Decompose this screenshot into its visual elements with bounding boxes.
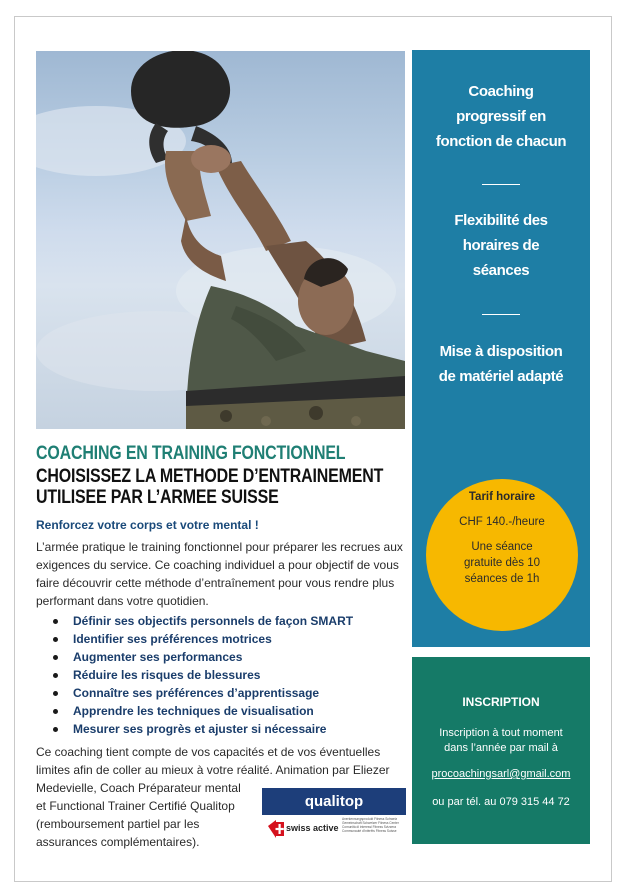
closing-line: assurances complémentaires). [36,835,200,849]
closing-line: et Functional Trainer Certifié Qualitop [36,799,235,813]
intro-paragraph: L’armée pratique le training fonctionnel pour préparer les recrues aux exigences du service. Ce coaching individuel a pour objectif de vous faire découvrir cette méthode d’entraînement pour vous rendre plus performant dans votre quotidien. [36,540,403,608]
page-title: COACHING EN TRAINING FONCTIONNEL [36,443,346,464]
swiss-cross-icon [266,818,286,840]
pricing-offer: Une séance gratuite dès 10 séances de 1h [463,541,541,585]
subtitle-line: UTILISEE PAR L’ARMEE SUISSE [36,487,279,508]
qualitop-logo [262,788,406,845]
feature-line: progressif en [456,108,546,125]
swiss-active-label: swiss active [286,823,339,833]
closing-line: limites afin de coller au mieux à votre réalité. Animation par Eliezer [36,763,390,777]
registration-phone: ou par tél. au 079 315 44 72 [432,796,570,808]
registration-title: INSCRIPTION [462,695,540,709]
logo-fine-line: Comunità di interessi Fitness Svizzera [342,825,397,829]
subtitle-line: CHOISISSEZ LA METHODE D’ENTRAINEMENT [36,466,384,487]
list-item: Connaître ses préférences d’apprentissage [50,684,353,702]
hero-photo [36,51,405,429]
list-item: Réduire les risques de blessures [50,666,353,684]
list-item: Définir ses objectifs personnels de façon SMART [50,612,353,630]
list-item: Mesurer ses progrès et ajuster si nécessaire [50,720,353,738]
feature-divider [482,314,520,315]
feature-line: séances [472,262,530,279]
athlete-kettlebell-illustration [36,51,405,429]
pricing-title: Tarif horaire [468,491,536,503]
feature-flexibility [412,208,590,283]
page-subtitle [36,466,422,508]
list-item: Augmenter ses performances [50,648,353,666]
pricing-price: CHF 140.-/heure [459,516,545,528]
logo-fine-line: Gemeinschaft Schweizer Fitness Center [342,821,399,825]
registration-panel [412,657,590,844]
logo-fine-line: Anerkennungsprodukt Fitness Schweiz [342,817,398,821]
registration-email-link[interactable]: procoachingsarl@gmail.com [431,768,571,780]
feature-line: fonction de chacun [435,133,567,150]
logo-fine-print [342,817,404,833]
list-item: Identifier ses préférences motrices [50,630,353,648]
feature-divider [482,184,520,185]
feature-line: horaires de [462,237,540,254]
feature-equipment [412,339,590,389]
qualitop-brand: qualitop [262,788,406,815]
tagline: Renforcez votre corps et votre mental ! [36,518,259,532]
closing-line: Medevielle, Coach Préparateur mental [36,781,241,795]
closing-line: (remboursement partiel par les [36,817,200,831]
objectives-list [50,612,353,738]
feature-line: Mise à disposition [439,343,563,360]
feature-coaching [412,79,590,154]
pricing-badge [426,479,578,631]
feature-line: Flexibilité des [454,212,548,229]
feature-line: de matériel adapté [438,368,564,385]
logo-fine-line: Communauté d'intérêts Fitness Suisse [342,829,397,833]
closing-line: Ce coaching tient compte de vos capacités et de vos éventuelles [36,745,381,759]
registration-text: Inscription à tout moment dans l’année par mail à [439,727,563,754]
feature-line: Coaching [468,83,534,100]
list-item: Apprendre les techniques de visualisation [50,702,353,720]
